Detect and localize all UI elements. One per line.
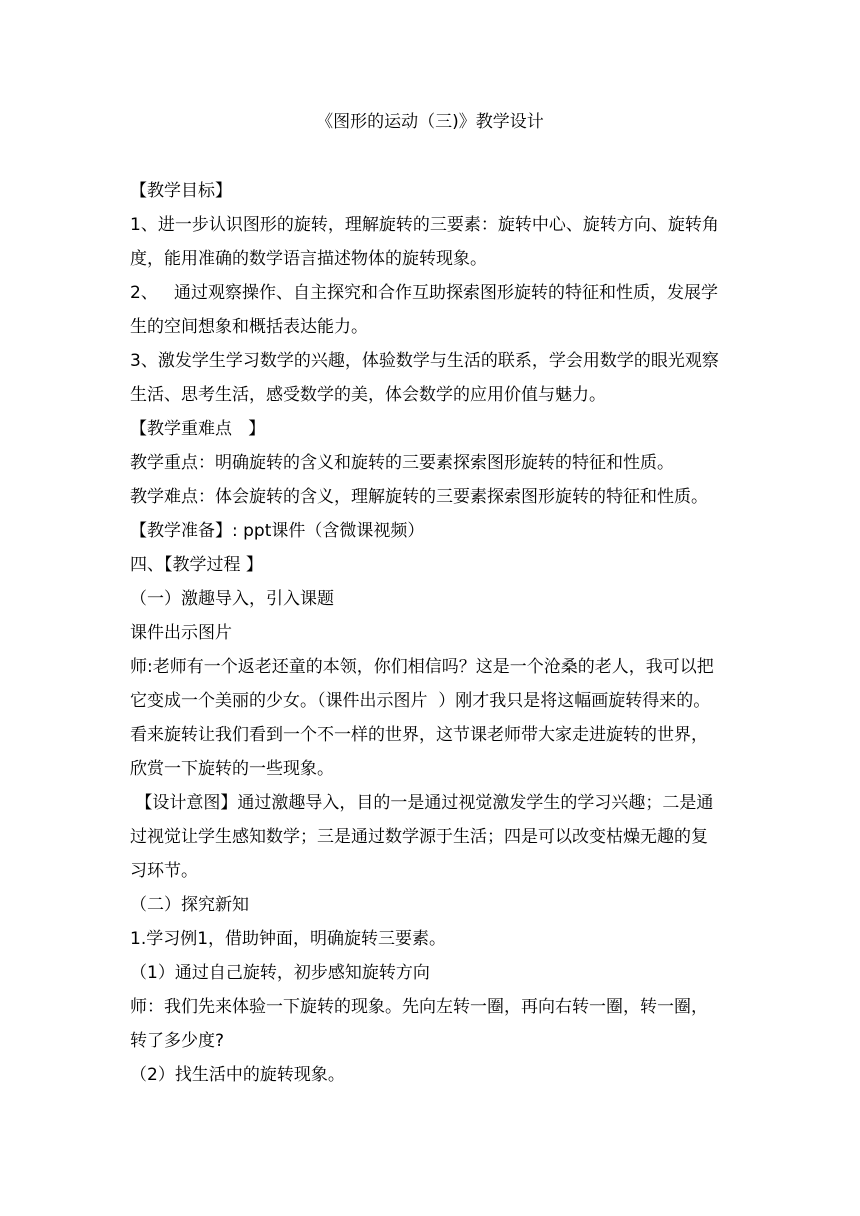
paragraph-line: 习环节。 [130, 861, 198, 881]
paragraph-line: 转了多少度? [130, 1031, 225, 1051]
paragraph-line: 师：我们先来体验一下旋转的现象。先向左转一圈，再向右转一圈，转一圈， [130, 997, 708, 1017]
paragraph-line: 1、进一步认识图形的旋转，理解旋转的三要素：旋转中心、旋转方向、旋转角 [130, 215, 719, 235]
paragraph-line: 课件出示图片 [130, 623, 232, 643]
document-body [130, 174, 742, 1092]
section-heading-process: 四、【教学过程 】 [130, 555, 263, 575]
paragraph-line: 教学重点：明确旋转的含义和旋转的三要素探索图形旋转的特征和性质。 [130, 453, 674, 473]
paragraph-line: 它变成一个美丽的少女。（课件出示图片 ）刚才我只是将这幅画旋转得来的。 [130, 691, 711, 711]
paragraph-line: 过视觉让学生感知数学；三是通过数学源于生活；四是可以改变枯燥无趣的复 [130, 827, 708, 847]
section-heading-key-points: 【教学重难点 】 [130, 419, 266, 439]
paragraph-line: 3、激发学生学习数学的兴趣，体验数学与生活的联系，学会用数学的眼光观察 [130, 351, 719, 371]
paragraph-line: 1.学习例1，借助钟面，明确旋转三要素。 [130, 929, 447, 949]
paragraph-line: （2）找生活中的旋转现象。 [130, 1065, 345, 1085]
paragraph-line: 【设计意图】通过激趣导入，目的一是通过视觉激发学生的学习兴趣；二是通 [130, 793, 714, 813]
document-title: 《图形的运动（三)》教学设计 [316, 112, 544, 132]
paragraph-line: 看来旋转让我们看到一个不一样的世界，这节课老师带大家走进旋转的世界， [130, 725, 708, 745]
paragraph-line: 欣赏一下旋转的一些现象。 [130, 759, 334, 779]
paragraph-line: 教学难点：体会旋转的含义，理解旋转的三要素探索图形旋转的特征和性质。 [130, 487, 708, 507]
subsection-heading: （二）探究新知 [130, 895, 249, 915]
paragraph-line: 度，能用准确的数学语言描述物体的旋转现象。 [130, 249, 487, 269]
section-heading-preparation: 【教学准备】: ppt课件（含微课视频） [130, 521, 425, 541]
paragraph-line: 生活、思考生活，感受数学的美，体会数学的应用价值与魅力。 [130, 385, 606, 405]
paragraph-line: 师:老师有一个返老还童的本领，你们相信吗？这是一个沧桑的老人，我可以把 [130, 657, 714, 677]
section-heading-objectives: 【教学目标】 [130, 181, 232, 201]
paragraph-line: 2、 通过观察操作、自主探究和合作互助探索图形旋转的特征和性质，发展学 [130, 283, 719, 303]
paragraph-line: （1）通过自己旋转，初步感知旋转方向 [130, 963, 430, 983]
paragraph-line: 生的空间想象和概括表达能力。 [130, 317, 368, 337]
subsection-heading: （一）激趣导入，引入课题 [130, 589, 334, 609]
